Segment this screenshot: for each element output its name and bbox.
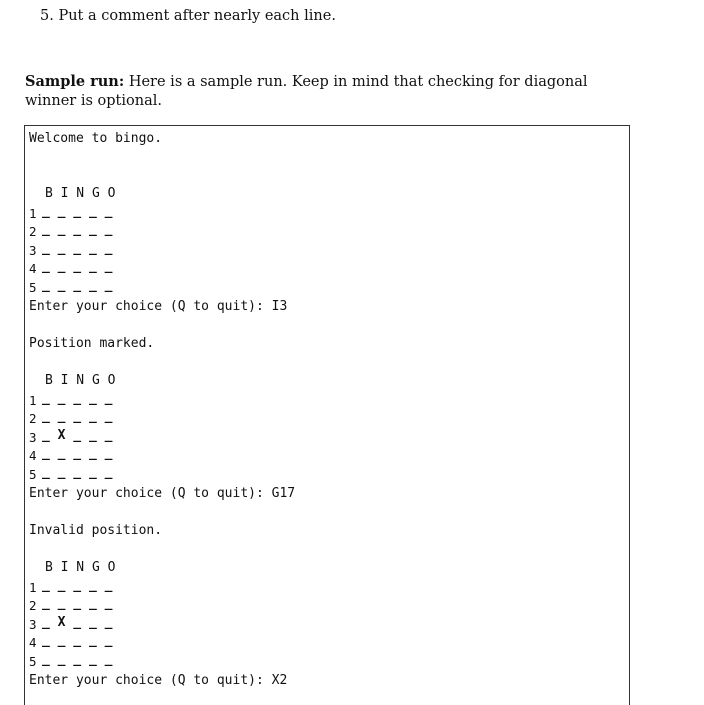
board-row-cells: _ X _ _ _ bbox=[42, 615, 113, 630]
welcome-message: Welcome to bingo. bbox=[29, 131, 163, 146]
board-row-number: 5 bbox=[29, 467, 37, 482]
board-row-cells: _ _ _ _ _ bbox=[42, 259, 113, 274]
input-prompt: Enter your choice (Q to quit): G17 bbox=[29, 486, 296, 501]
board-row-number: 4 bbox=[29, 261, 37, 276]
board-row-number: 5 bbox=[29, 280, 37, 295]
terminal-output-box bbox=[24, 125, 630, 705]
board-row-number: 1 bbox=[29, 206, 37, 221]
board-row-cells: _ _ _ _ _ bbox=[42, 465, 113, 480]
board-row-number: 5 bbox=[29, 654, 37, 669]
status-message: Invalid position. bbox=[29, 523, 163, 538]
board-row-number: 4 bbox=[29, 635, 37, 650]
board-row-cells: _ _ _ _ _ bbox=[42, 409, 113, 424]
board-row-cells: _ _ _ _ _ bbox=[42, 391, 113, 406]
board-row-number: 4 bbox=[29, 448, 37, 463]
board-column-header: B I N G O bbox=[45, 560, 116, 575]
sample-run-paragraph bbox=[25, 72, 635, 111]
board-row-cells: _ _ _ _ _ bbox=[42, 278, 113, 293]
board-row-cells: _ _ _ _ _ bbox=[42, 222, 113, 237]
board-column-header: B I N G O bbox=[45, 373, 116, 388]
board-row-number: 3 bbox=[29, 243, 37, 258]
board-row-number: 1 bbox=[29, 393, 37, 408]
board-column-header: B I N G O bbox=[45, 186, 116, 201]
board-row-cells: _ X _ _ _ bbox=[42, 428, 113, 443]
board-row-number: 3 bbox=[29, 617, 37, 632]
board-row-number: 2 bbox=[29, 411, 37, 426]
board-row-cells: _ _ _ _ _ bbox=[42, 596, 113, 611]
board-row-number: 1 bbox=[29, 580, 37, 595]
board-row-cells: _ _ _ _ _ bbox=[42, 446, 113, 461]
board-row-cells: _ _ _ _ _ bbox=[42, 652, 113, 667]
instruction-item-5: 5. Put a comment after nearly each line. bbox=[40, 8, 336, 24]
status-message: Position marked. bbox=[29, 336, 155, 351]
board-row-cells: _ _ _ _ _ bbox=[42, 578, 113, 593]
board-row-cells: _ _ _ _ _ bbox=[42, 241, 113, 256]
board-row-number: 2 bbox=[29, 224, 37, 239]
board-row-number: 2 bbox=[29, 598, 37, 613]
board-row-number: 3 bbox=[29, 430, 37, 445]
sample-run-text: Here is a sample run. Keep in mind that checking for diagonal winner is optional. bbox=[25, 74, 588, 109]
board-row-cells: _ _ _ _ _ bbox=[42, 204, 113, 219]
input-prompt: Enter your choice (Q to quit): X2 bbox=[29, 673, 288, 688]
board-row-cells: _ _ _ _ _ bbox=[42, 633, 113, 648]
input-prompt: Enter your choice (Q to quit): I3 bbox=[29, 299, 288, 314]
sample-run-label: Sample run: bbox=[25, 73, 125, 90]
